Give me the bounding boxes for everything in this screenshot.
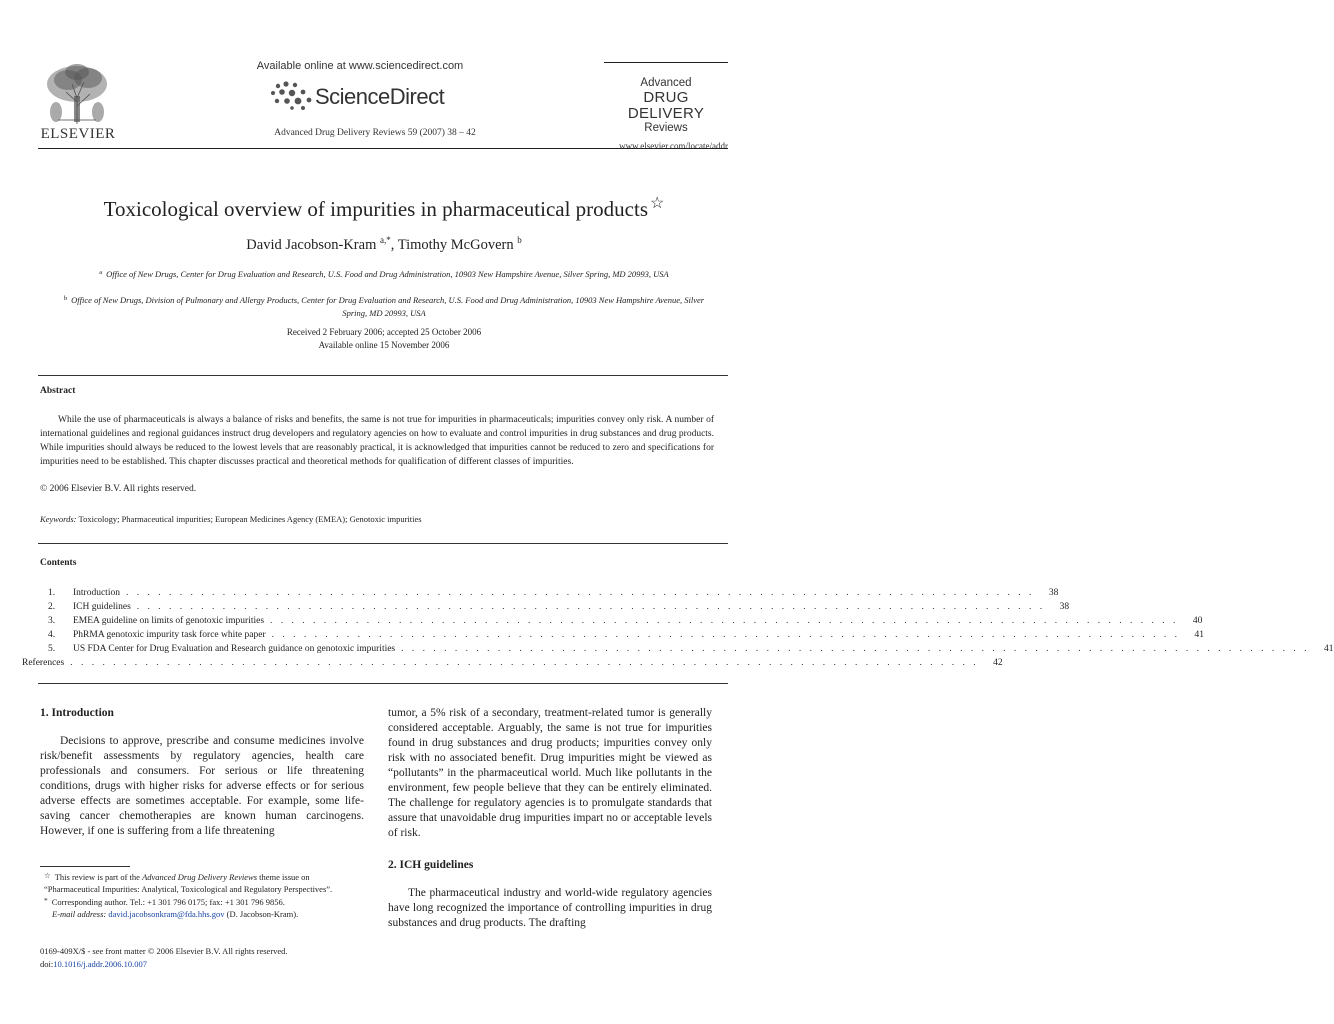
article-title-text: Toxicological overview of impurities in pharmaceutical products	[103, 197, 648, 221]
toc-entry[interactable]	[48, 586, 1059, 600]
toc-page: 38	[1059, 602, 1070, 612]
toc-page: 41	[1324, 644, 1334, 654]
body-paragraph: Decisions to approve, prescribe and consume medicines involve risk/benefit assessments by regulatory agencies, health care professionals and consumers. For serious or life threatening conditions, drugs with higher risks for adverse effects or for serious adverse effects are sometimes acceptable. For example, some life-saving cancer chemotherapies are known human carcinogens. However, if one is suffering from a life threatening	[40, 735, 364, 837]
journal-brand-line2: DRUG DELIVERY	[627, 89, 705, 122]
toc-label[interactable]: Introduction	[73, 588, 120, 598]
toc-entry[interactable]	[48, 642, 1334, 656]
footnote-email	[40, 908, 364, 920]
footnote-corresponding-author	[40, 895, 364, 908]
toc-page: 38	[1048, 588, 1059, 598]
available-online-date: Available online 15 November 2006	[318, 340, 450, 350]
abstract-heading: Abstract	[40, 386, 76, 396]
toc-number: 3.	[48, 616, 56, 626]
toc-leader-dots: . . . . . . . . . . . . . . . . . . . . . . . . . . . . . . . . . . . . . . . . . . . . . . . . . . . . . . . . . . . . . . . . . . . . . . . . . . . . . . . . . . . . .	[271, 630, 1180, 640]
toc-entry[interactable]	[48, 600, 1070, 614]
issn-line: 0169-409X/$ - see front matter © 2006 Elsevier B.V. All rights reserved.	[40, 946, 288, 956]
body-column-right	[388, 706, 712, 931]
elsevier-tree-logo	[38, 62, 116, 126]
document-identifiers	[40, 945, 370, 970]
abstract-copyright: © 2006 Elsevier B.V. All rights reserved.	[40, 484, 197, 494]
body-paragraph: The pharmaceutical industry and world-wide regulatory agencies have long recognized the importance of controlling impurities in drug substances and drug products. The drafting	[388, 887, 712, 929]
keywords	[40, 514, 714, 524]
footnote-journal-name: Advanced Drug Delivery Reviews	[142, 872, 258, 882]
body-top-divider	[38, 683, 728, 684]
section-heading: 2. ICH guidelines	[388, 859, 474, 871]
email-owner: (D. Jacobson-Kram).	[226, 909, 299, 919]
abstract-text: While the use of pharmaceuticals is always a balance of risks and benefits, the same is not true for impurities in pharmaceuticals; impurities convey only risk. A number of international guidelines and regional guidances instruct drug developers and regulatory agencies on how to evaluate and control impurities in drug substances and drug products. While impurities should always be reduced to the lowest levels that are reasonably practical, it is acknowledged that impurities cannot be reduced to zero and specifications for impurities need to be established. This chapter discusses practical and theoretical methods for qualification of different classes of impurities.	[40, 415, 714, 467]
email-label: E-mail address:	[52, 909, 107, 919]
available-online-banner[interactable]: Available online at www.sciencedirect.com	[256, 60, 464, 72]
footnote-star-icon: ☆	[44, 871, 51, 880]
toc-leader-dots: . . . . . . . . . . . . . . . . . . . . . . . . . . . . . . . . . . . . . . . . . . . . . . . . . . . . . . . . . . . . . . . . . . . . . . . . . . . . . . . . . . . . .	[70, 658, 979, 668]
toc-leader-dots: . . . . . . . . . . . . . . . . . . . . . . . . . . . . . . . . . . . . . . . . . . . . . . . . . . . . . . . . . . . . . . . . . . . . . . . . . . . . . . . . . . . . .	[125, 588, 1035, 598]
affiliation-key: b	[63, 295, 68, 302]
toc-number: 2.	[48, 602, 56, 612]
doi-line	[40, 958, 370, 971]
toc-label[interactable]: EMEA guideline on limits of genotoxic impurities	[73, 616, 265, 626]
body-column-left	[40, 706, 364, 839]
footnote-divider	[40, 866, 130, 867]
received-date: Received 2 February 2006; accepted 25 October 2006	[286, 327, 482, 337]
footnotes	[40, 870, 364, 920]
body-paragraph: tumor, a 5% risk of a secondary, treatment-related tumor is generally considered acceptable. Arguably, the same is not true for impurities found in drug substances and drug products; impurities convey only risk with no associated benefit. Drug impurities might be viewed as “pollutants” in the pharmaceutical world. Much like pollutants in the environment, few people believe that they can be entirely eliminated. The challenge for regulatory agencies is to promulgate standards that assure that unavoidable drug impurities impart no or acceptable levels of risk.	[388, 707, 712, 839]
author-separator: ,	[390, 237, 398, 253]
footnote-text: This review is part of the	[54, 872, 143, 882]
keywords-label: Keywords:	[40, 514, 77, 524]
toc-page: 40	[1192, 616, 1203, 626]
affiliation-key: a	[99, 269, 103, 276]
toc-leader-dots: . . . . . . . . . . . . . . . . . . . . . . . . . . . . . . . . . . . . . . . . . . . . . . . . . . . . . . . . . . . . . . . . . . . . . . . . . . . . . . . . . . . . .	[270, 616, 1179, 626]
toc-entry[interactable]	[48, 628, 1204, 642]
affiliation-text: Office of New Drugs, Center for Drug Evaluation and Research, U.S. Food and Drug Administration, 10903 New Hampshire Avenue, Silver Spring, MD 20993, USA	[106, 269, 669, 279]
toc-leader-dots: . . . . . . . . . . . . . . . . . . . . . . . . . . . . . . . . . . . . . . . . . . . . . . . . . . . . . . . . . . . . . . . . . . . . . . . . . . . . . . . . . . . . .	[401, 644, 1310, 654]
sciencedirect-logo-text: ScienceDirect	[315, 84, 445, 109]
toc-number: 1.	[48, 588, 56, 598]
author-name: David Jacobson-Kram	[246, 237, 377, 253]
toc-number: 5.	[48, 644, 56, 654]
doi-label: doi:	[40, 958, 54, 969]
contents-heading: Contents	[40, 558, 77, 568]
publisher-name: ELSEVIER	[40, 126, 116, 142]
doi-link[interactable]: 10.1016/j.addr.2006.10.007	[53, 958, 147, 969]
email-link[interactable]: david.jacobsonkram@fda.hhs.gov	[108, 909, 225, 919]
abstract-top-divider	[38, 375, 728, 376]
journal-brand-line1: Advanced	[640, 77, 692, 89]
author-affiliation-marker[interactable]: b	[517, 235, 522, 245]
footnote-text: Corresponding author. Tel.: +1 301 796 0175; fax: +1 301 796 9856.	[51, 897, 285, 907]
toc-page: 42	[993, 658, 1003, 668]
toc-label[interactable]: US FDA Center for Drug Evaluation and Research guidance on genotoxic impurities	[73, 644, 396, 654]
article-title	[40, 193, 728, 222]
journal-brand-line3: Reviews	[644, 122, 688, 134]
affiliation-a	[60, 266, 708, 281]
toc-entry[interactable]	[22, 656, 1003, 670]
toc-leader-dots: . . . . . . . . . . . . . . . . . . . . . . . . . . . . . . . . . . . . . . . . . . . . . . . . . . . . . . . . . . . . . . . . . . . . . . . . . . . . . . . . . . . . .	[136, 602, 1046, 612]
journal-url-link[interactable]: www.elsevier.com/locate/addr	[619, 141, 728, 151]
table-of-contents	[22, 586, 1334, 670]
toc-label[interactable]: PhRMA genotoxic impurity task force white paper	[73, 630, 266, 640]
footnote-star	[40, 870, 364, 895]
sciencedirect-dots-icon	[268, 80, 314, 110]
section-heading: 1. Introduction	[40, 707, 114, 719]
affiliation-b	[60, 292, 708, 320]
toc-label[interactable]: ICH guidelines	[73, 602, 131, 612]
title-footnote-star-icon[interactable]: ☆	[650, 195, 665, 212]
footnote-asterisk: *	[44, 896, 48, 905]
author-affiliation-marker[interactable]: a,*	[379, 235, 391, 245]
journal-citation: Advanced Drug Delivery Reviews 59 (2007) 38 – 42	[274, 128, 476, 138]
toc-number: 4.	[48, 630, 56, 640]
contents-top-divider	[38, 543, 728, 544]
author-name: Timothy McGovern	[397, 237, 514, 253]
toc-label[interactable]: References	[22, 658, 65, 668]
toc-page: 41	[1194, 630, 1204, 640]
footnote-text: theme issue on “Pharmaceutical Impurities: Analytical, Toxicological and Regulatory Perspectives”.	[44, 872, 333, 894]
author-list	[40, 235, 728, 254]
header-divider	[38, 148, 728, 149]
keywords-text: Toxicology; Pharmaceutical impurities; European Medicines Agency (EMEA); Genotoxic impurities	[78, 514, 422, 524]
journal-brand-logo	[604, 62, 728, 135]
affiliation-text: Office of New Drugs, Division of Pulmonary and Allergy Products, Center for Drug Evaluation and Research, U.S. Food and Drug Administration, 10903 New Hampshire Avenue, Silver Spring, MD 20993, USA	[71, 295, 705, 318]
toc-entry[interactable]	[48, 614, 1203, 628]
